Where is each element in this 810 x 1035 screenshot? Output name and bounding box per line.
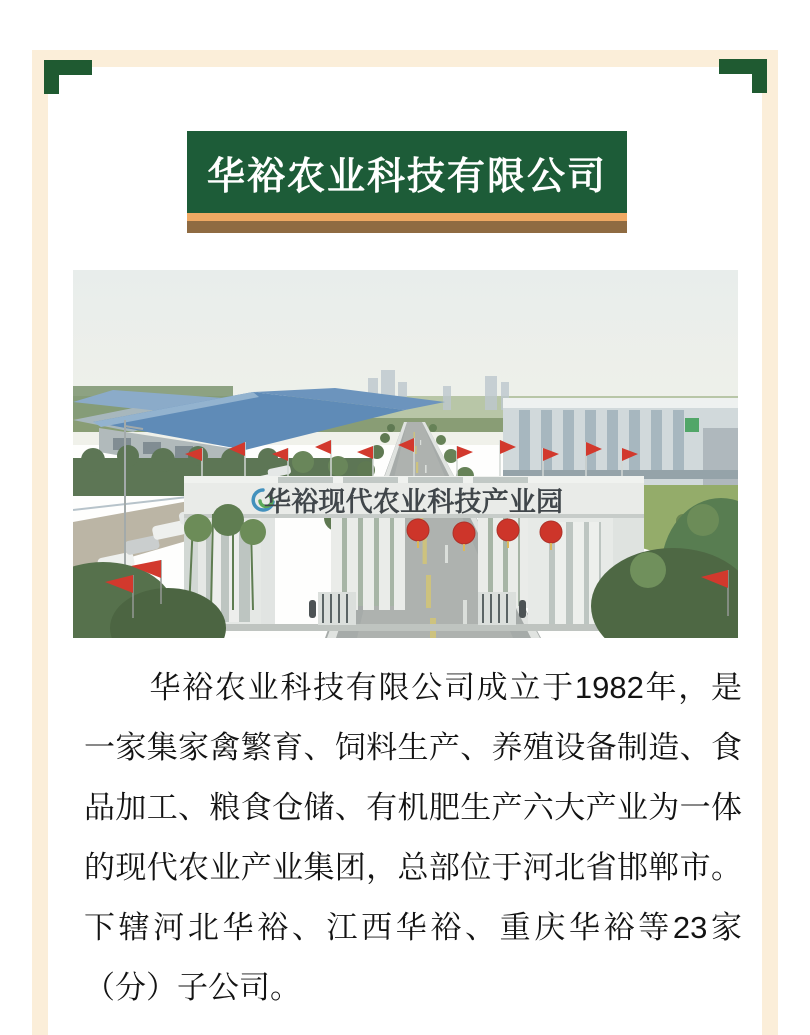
park-photo-svg: [73, 270, 738, 638]
banner-accent-strip-top: [187, 213, 627, 221]
banner-green-block: [187, 131, 627, 213]
description-line: （分）子公司。: [84, 970, 301, 1005]
description-line: 品加工、粮食仓储、有机肥生产六大产业为一体: [84, 790, 742, 825]
description-line: 华裕农业科技有限公司成立于1982年，是: [84, 670, 742, 705]
corner-bracket-left-icon: [44, 60, 92, 94]
company-title: 华裕农业科技有限公司: [206, 155, 607, 198]
company-title-banner: [187, 131, 627, 233]
banner-accent-strip-bottom: [187, 221, 627, 233]
gate-sign-text: 华裕现代农业科技产业园: [264, 487, 564, 517]
corner-bracket-right-icon: [719, 59, 767, 93]
industrial-park-photo: [73, 270, 738, 638]
description-line: 一家集家禽繁育、饲料生产、养殖设备制造、食: [84, 730, 742, 765]
description-line: 的现代农业产业集团，总部位于河北省邯郸市。: [84, 850, 742, 885]
description-line: 下辖河北华裕、江西华裕、重庆华裕等23家: [84, 910, 742, 945]
company-description: [84, 658, 742, 1018]
